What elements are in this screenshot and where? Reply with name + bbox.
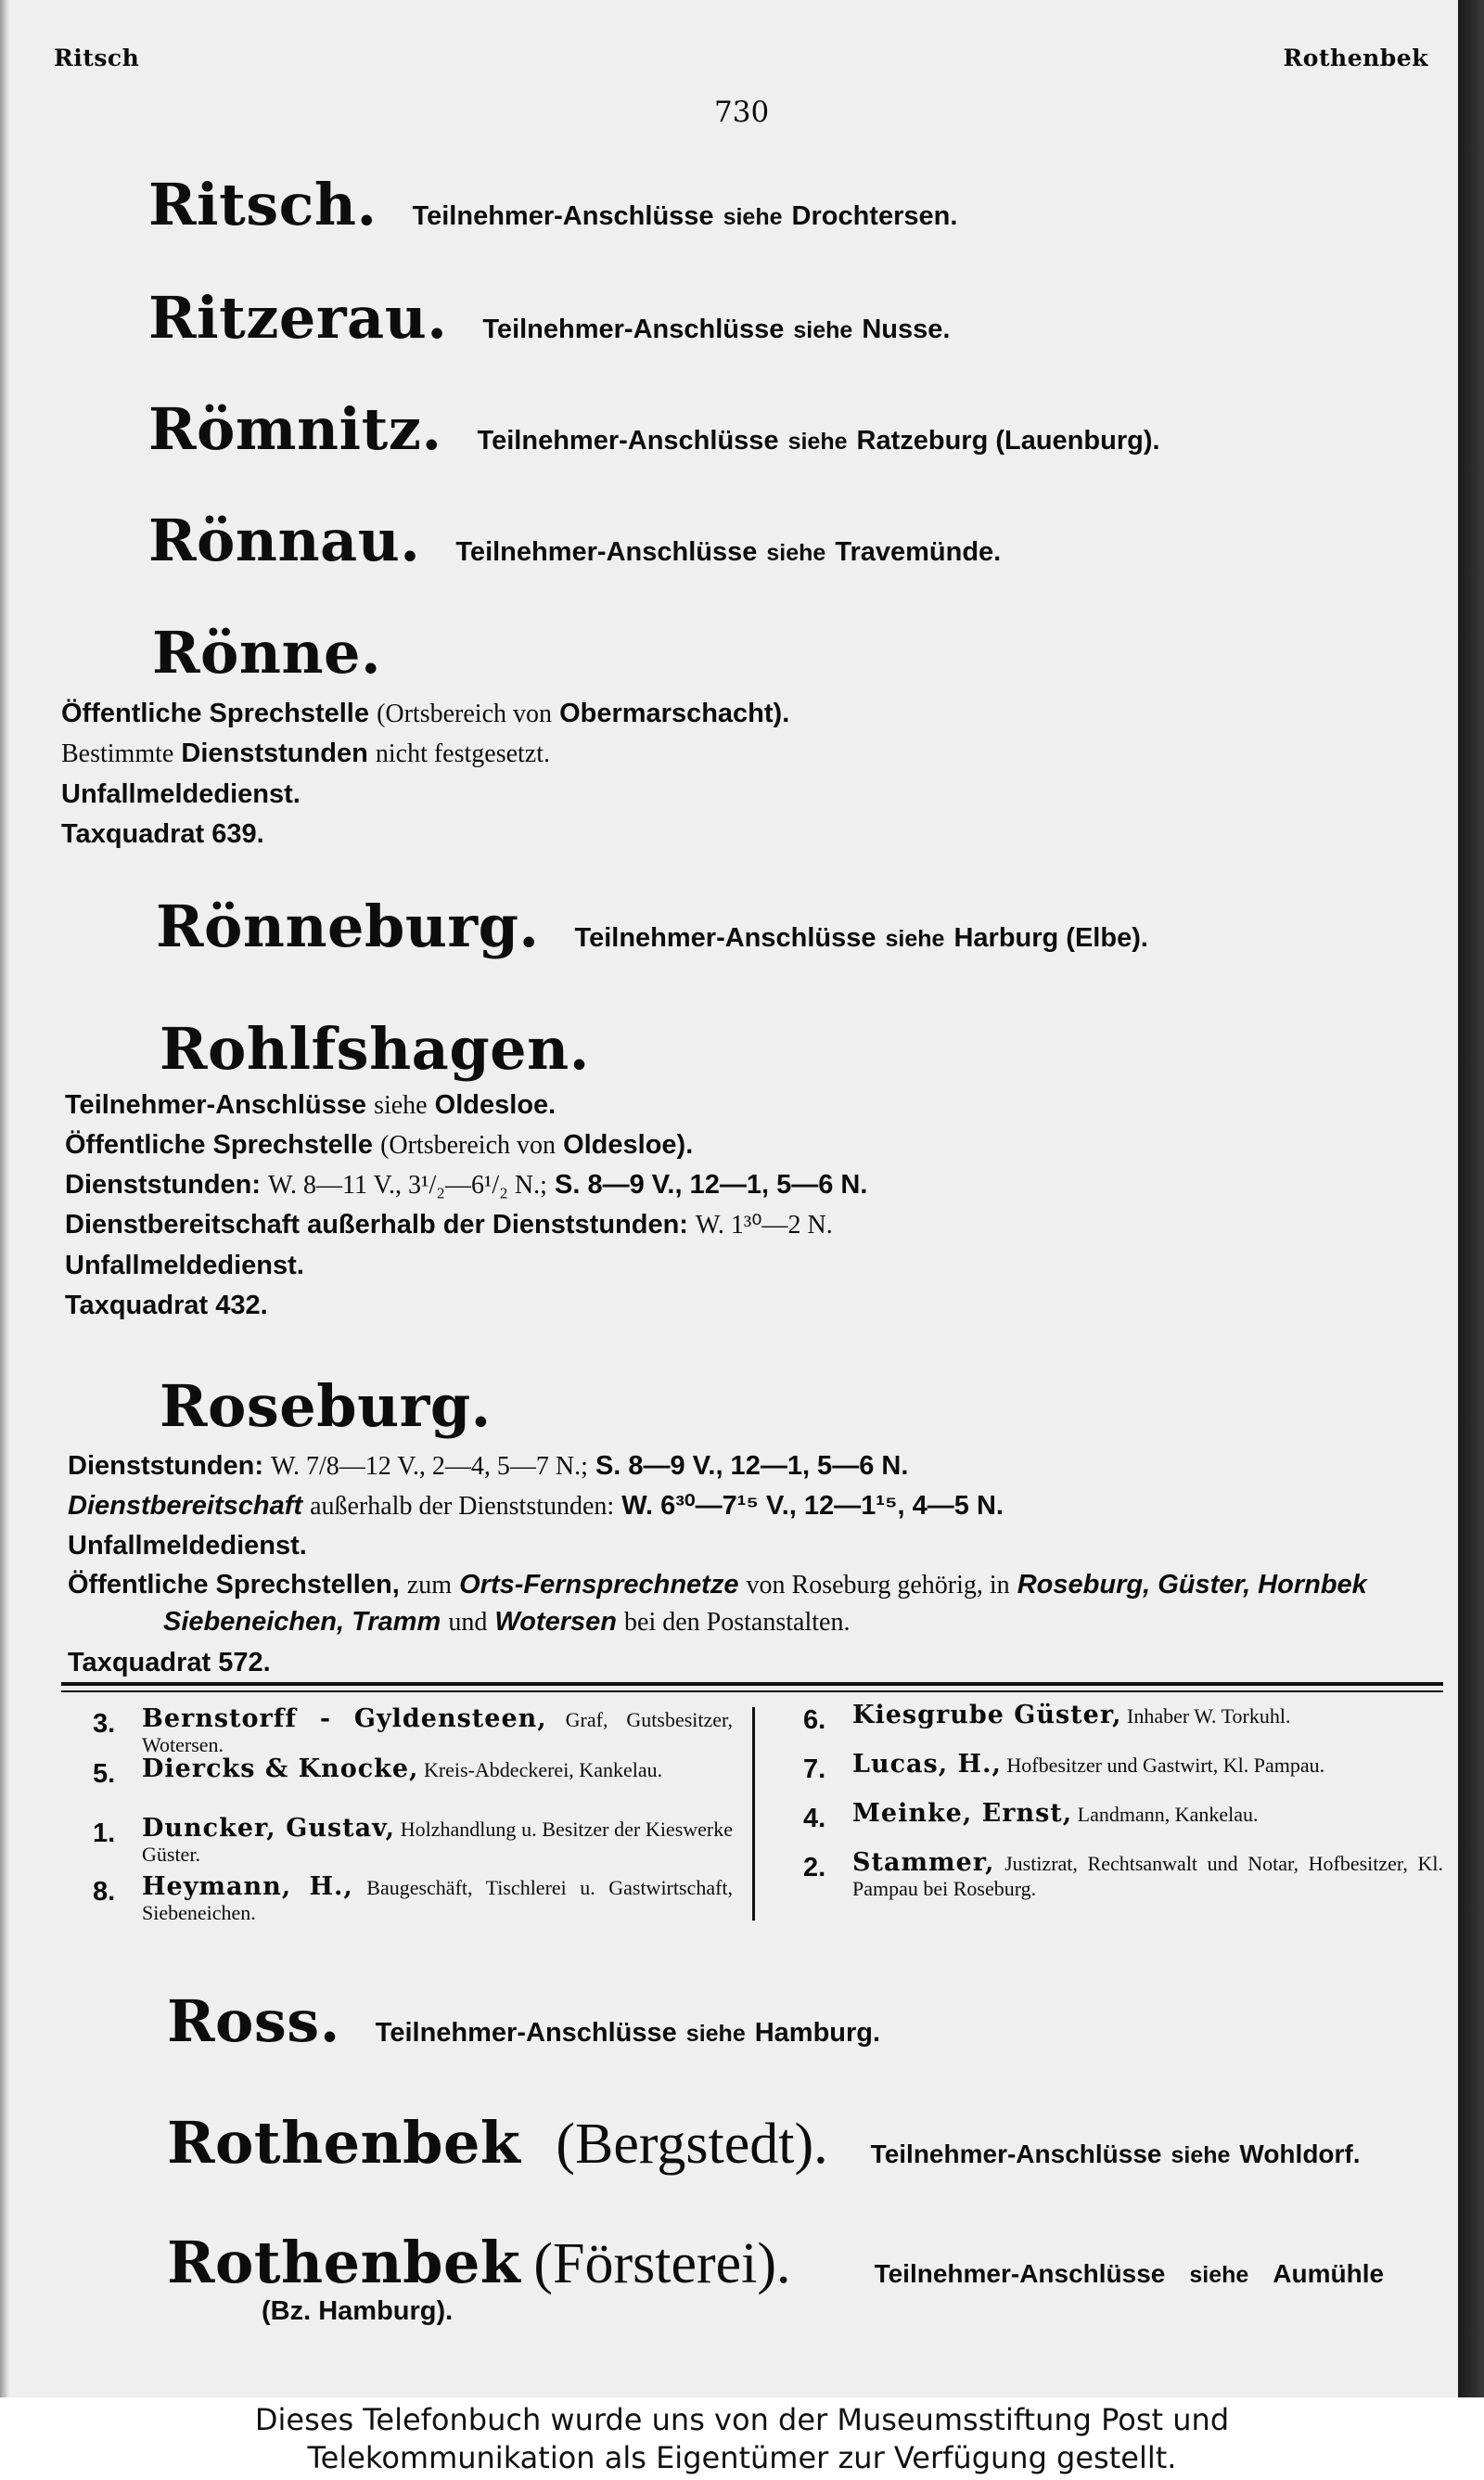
rohlfshagen-line-5: Unfallmeldedienst.: [65, 1251, 304, 1280]
roseburg-line-1: Dienststunden: W. 7/8—12 V., 2—4, 5—7 N.; S. 8—9 V., 12—1, 5—6 N.: [68, 1451, 909, 1481]
place-name: Rohlfshagen.: [160, 1015, 590, 1083]
place-name: Rönneburg.: [156, 893, 540, 960]
entry-rohlfshagen: [160, 1015, 590, 1083]
place-name: Ritzerau.: [148, 284, 448, 352]
place-name: Ritsch.: [148, 171, 377, 238]
entry-rothenbek-bergstedt: [167, 2109, 1361, 2178]
table-rule-top: [61, 1682, 1443, 1686]
reference: Teilnehmer-Anschlüsse siehe Hamburg.: [375, 2018, 881, 2048]
rothenbek-subline: (Bz. Hamburg).: [262, 2296, 454, 2326]
footer-notice: [0, 2397, 1484, 2480]
rohlfshagen-line-3: Dienststunden: W. 8—11 V., 3¹/₂—6¹/₂ N.; S. 8—9 V., 12—1, 5—6 N.: [65, 1170, 868, 1200]
reference: Teilnehmer-Anschlüsse siehe Travemünde.: [455, 537, 1002, 567]
footer-line-2: Telekommunikation als Eigentümer zur Verfügung gestellt.: [307, 2440, 1177, 2475]
entry-ritsch: [148, 171, 958, 238]
running-head-right: Rothenbek: [1283, 45, 1428, 71]
footer-line-1: Dieses Telefonbuch wurde uns von der Museumsstiftung Post und: [254, 2402, 1230, 2437]
entry-roenne: [152, 619, 382, 687]
roenne-line-3: Unfallmeldedienst.: [61, 779, 301, 809]
table-rule-top-thin: [61, 1690, 1443, 1692]
place-name: Rothenbek: [167, 2109, 521, 2177]
rohlfshagen-line-4: Dienstbereitschaft außerhalb der Dienststunden: W. 1³⁰—2 N.: [65, 1210, 833, 1240]
entry-roennau: [148, 507, 1002, 574]
roseburg-line-3: Unfallmeldedienst.: [68, 1531, 307, 1561]
place-name: Ross.: [167, 1987, 340, 2055]
roseburg-line-2: Dienstbereitschaft außerhalb der Dienststunden: W. 6³⁰—7¹⁵ V., 12—1¹⁵, 4—5 N.: [68, 1491, 1004, 1521]
entry-roenneburg: [156, 893, 1148, 960]
roenne-line-1: Öffentliche Sprechstelle (Ortsbereich von Obermarschacht).: [61, 699, 790, 728]
reference: Teilnehmer-Anschlüsse siehe Aumühle: [874, 2259, 1385, 2288]
page-number: 730: [714, 96, 770, 129]
entry-roseburg: [160, 1372, 492, 1440]
entry-rothenbek-foersterei: [167, 2231, 1384, 2297]
place-name: Rönne.: [152, 619, 382, 687]
place-name: Rönnau.: [148, 507, 421, 574]
reference: Teilnehmer-Anschlüsse siehe Nusse.: [482, 315, 951, 344]
place-name: Roseburg.: [160, 1372, 492, 1440]
rohlfshagen-line-1: Teilnehmer-Anschlüsse siehe Oldesloe.: [65, 1090, 556, 1120]
entry-ritzerau: [148, 284, 951, 352]
entry-ross: [167, 1987, 881, 2055]
reference: Teilnehmer-Anschlüsse siehe Ratzeburg (Lauenburg).: [477, 426, 1160, 456]
entry-roemnitz: [148, 395, 1160, 463]
scanned-page: Ritsch Rothenbek 730 Ritsch. Teilnehmer-Anschlüsse siehe Drochtersen. Ritzerau. Teilnehmer-Anschlüsse siehe Nusse. Römnitz. Teilnehmer-Anschlüsse siehe Ratzeburg (Lauenburg). Rönnau. Teilnehmer-Anschlüsse siehe Travemünde. Rönne. Öffentliche Sprechstelle (Ortsbereich von Obermarschacht). Bestimmte Dienststunden nicht festgesetzt. Unfallmeldedienst. Taxquadrat 639. Rönneburg. Teilnehmer-Anschlüsse siehe Harburg (Elbe). Rohlfshagen. Teilnehmer-Anschlüsse siehe Oldesloe. Öffentliche Sprechstelle (Ortsbereich von Oldesloe). Dienststunden: W. 8—11 V., 3¹/₂—6¹/₂ N.; S. 8—9 V., 12—1, 5—6 N. Dienstbereitschaft außerhalb der Dienststunden: W. 1³⁰—2 N. Unfallmeldedienst. Taxquadrat 432. Roseburg. Dienststunden: W. 7/8—12 V., 2—4, 5—7 N.; S. 8—9 V., 12—1, 5—6 N. Dienstbereitschaft außerhalb der Dienststunden: W. 6³⁰—7¹⁵ V., 12—1¹⁵, 4—5 N. Unfallmeldedienst. Öffentliche Sprechstellen, zum Orts-Fernsprechnetze von Roseburg gehörig, in Roseburg, Güster, Hornbek Siebeneichen, Tramm und Wotersen bei den Postanstalten. Taxquadrat 572. 3. Bernstorff - Gyldensteen, Graf, Gutsbesitzer, Wotersen. 5. Diercks & Knocke, Kreis-Abdeckerei, Kankelau. 1. Duncker, Gustav, Holzhandlung u. Besitzer der Kieswerke Güster. 8. Heymann, H., Baugeschäft, Tischlerei u. Gastwirtschaft, Siebeneichen. 6. Kiesgrube Güster, Inhaber W. Torkuhl. 7. Lucas, H., Hofbesitzer und Gastwirt, Kl. Pampau. 4. Meinke, Ernst, Landmann, Kankelau. 2. Stammer, Justizrat, Rechtsanwalt und Notar, Hofbesitzer, Kl. Pampau bei Roseburg. Ross. Teilnehmer-Anschlüsse siehe Hamburg. Rothenbek (Bergstedt). Teilnehmer-Anschlüsse siehe Wohldorf. Rothenbek (Försterei). Teilnehmer-Anschlüsse siehe Aumühle (Bz. Hamburg).: [0, 0, 1484, 2397]
roseburg-line-6: Taxquadrat 572.: [68, 1648, 271, 1677]
roseburg-line-5: Siebeneichen, Tramm und Wotersen bei den Postanstalten.: [163, 1607, 851, 1637]
rohlfshagen-line-6: Taxquadrat 432.: [65, 1291, 268, 1320]
page-edge-shadow: [1458, 0, 1484, 2397]
place-name: Römnitz.: [148, 395, 442, 463]
place-name: Rothenbek: [167, 2229, 521, 2296]
place-qualifier: (Försterei).: [533, 2232, 791, 2295]
reference: Teilnehmer-Anschlüsse siehe Wohldorf.: [870, 2139, 1361, 2168]
reference: Teilnehmer-Anschlüsse siehe Drochtersen.: [412, 201, 958, 231]
reference: Teilnehmer-Anschlüsse siehe Harburg (Elbe).: [574, 923, 1148, 953]
column-divider: [752, 1707, 755, 1921]
running-head-left: Ritsch: [54, 45, 140, 71]
roseburg-line-4: Öffentliche Sprechstellen, zum Orts-Fernsprechnetze von Roseburg gehörig, in Roseburg, Güster, Hornbek: [68, 1570, 1367, 1600]
place-qualifier: (Bergstedt).: [556, 2113, 828, 2176]
roenne-line-2: Bestimmte Dienststunden nicht festgesetzt.: [61, 739, 551, 768]
roenne-line-4: Taxquadrat 639.: [61, 819, 264, 849]
rohlfshagen-line-2: Öffentliche Sprechstelle (Ortsbereich von Oldesloe).: [65, 1130, 694, 1160]
